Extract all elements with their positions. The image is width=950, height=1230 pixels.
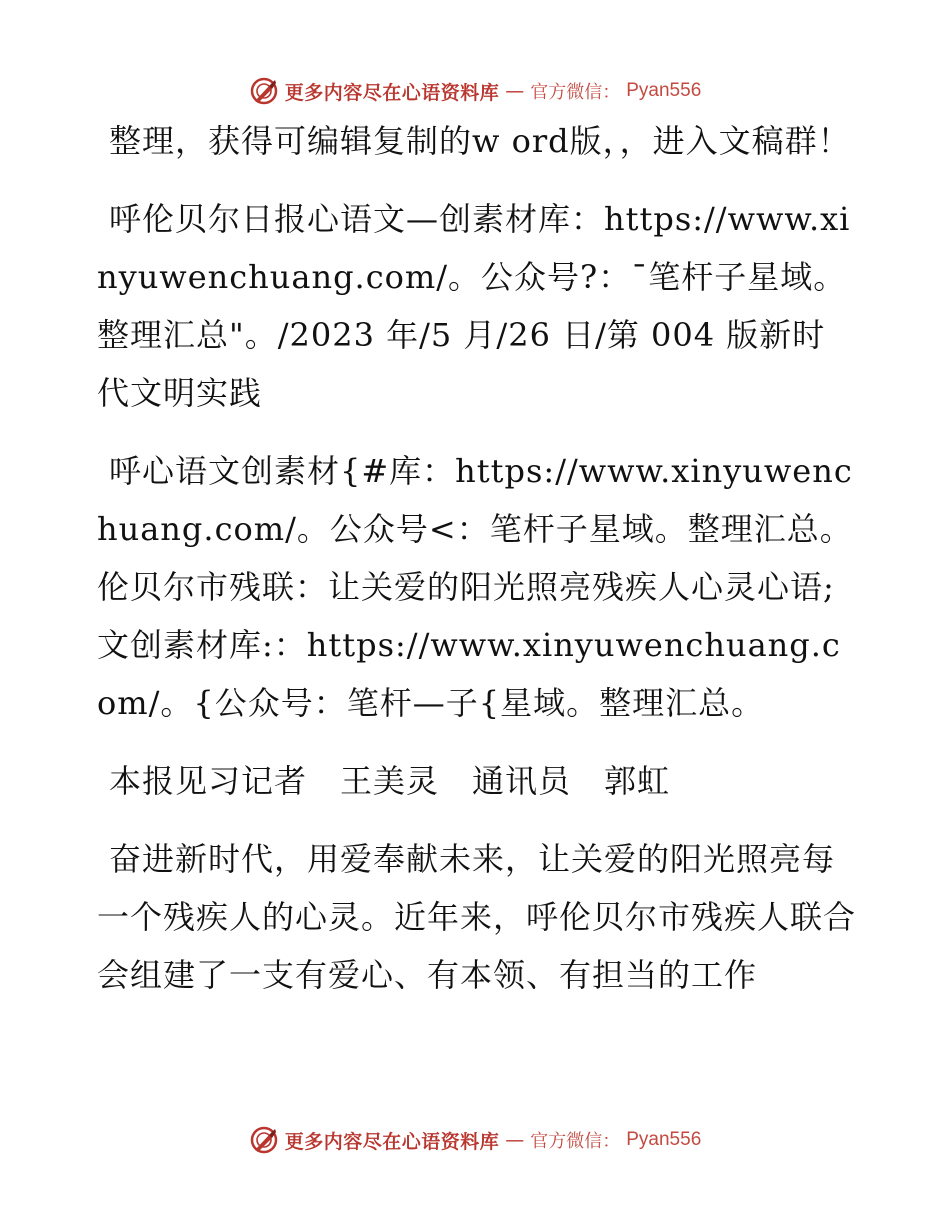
document-body bbox=[97, 112, 857, 1024]
paragraph-headline: 呼心语文创素材{#库：https://www.xinyuwenchuang.com/。公众号<：笔杆子星域。整理汇总。伦贝尔市残联：让关爱的阳光照亮残疾人心灵心语;文创素材库:：https://www.xinyuwenchuang.com/。{公众号：笔杆—子{星域。整理汇总。 bbox=[97, 452, 853, 722]
paragraph-intro: 整理，获得可编辑复制的w ord版，，进入文稿群！ bbox=[109, 122, 851, 160]
banner-wechat-handle: Pyan556 bbox=[626, 80, 702, 101]
banner-wechat-label: 官方微信： bbox=[530, 82, 621, 103]
paragraph-source: 呼伦贝尔日报心语文—创素材库：https://www.xinyuwenchuang.com/。公众号?：¯笔杆子星域。整理汇总"。/2023 年/5 月/26 日/第 004 版新时代文明实践 bbox=[97, 200, 851, 412]
banner-wechat-label: 官方微信： bbox=[530, 1131, 621, 1152]
banner-main-text: 更多内容尽在心语资料库 bbox=[284, 81, 500, 104]
banner-separator: — bbox=[505, 80, 525, 102]
footer-banner bbox=[0, 1120, 950, 1160]
pen-logo-icon bbox=[249, 76, 279, 106]
header-banner bbox=[0, 71, 950, 111]
banner-wechat-handle: Pyan556 bbox=[626, 1129, 702, 1150]
pen-logo-icon bbox=[249, 1125, 279, 1155]
banner-separator: — bbox=[505, 1129, 525, 1151]
banner-main-text: 更多内容尽在心语资料库 bbox=[284, 1130, 500, 1153]
paragraph-byline: 本报见习记者 王美灵 通讯员 郭虹 bbox=[109, 762, 671, 800]
paragraph-body: 奋进新时代，用爱奉献未来，让关爱的阳光照亮每一个残疾人的心灵。近年来，呼伦贝尔市残疾人联合会组建了一支有爱心、有本领、有担当的工作 bbox=[97, 840, 857, 994]
